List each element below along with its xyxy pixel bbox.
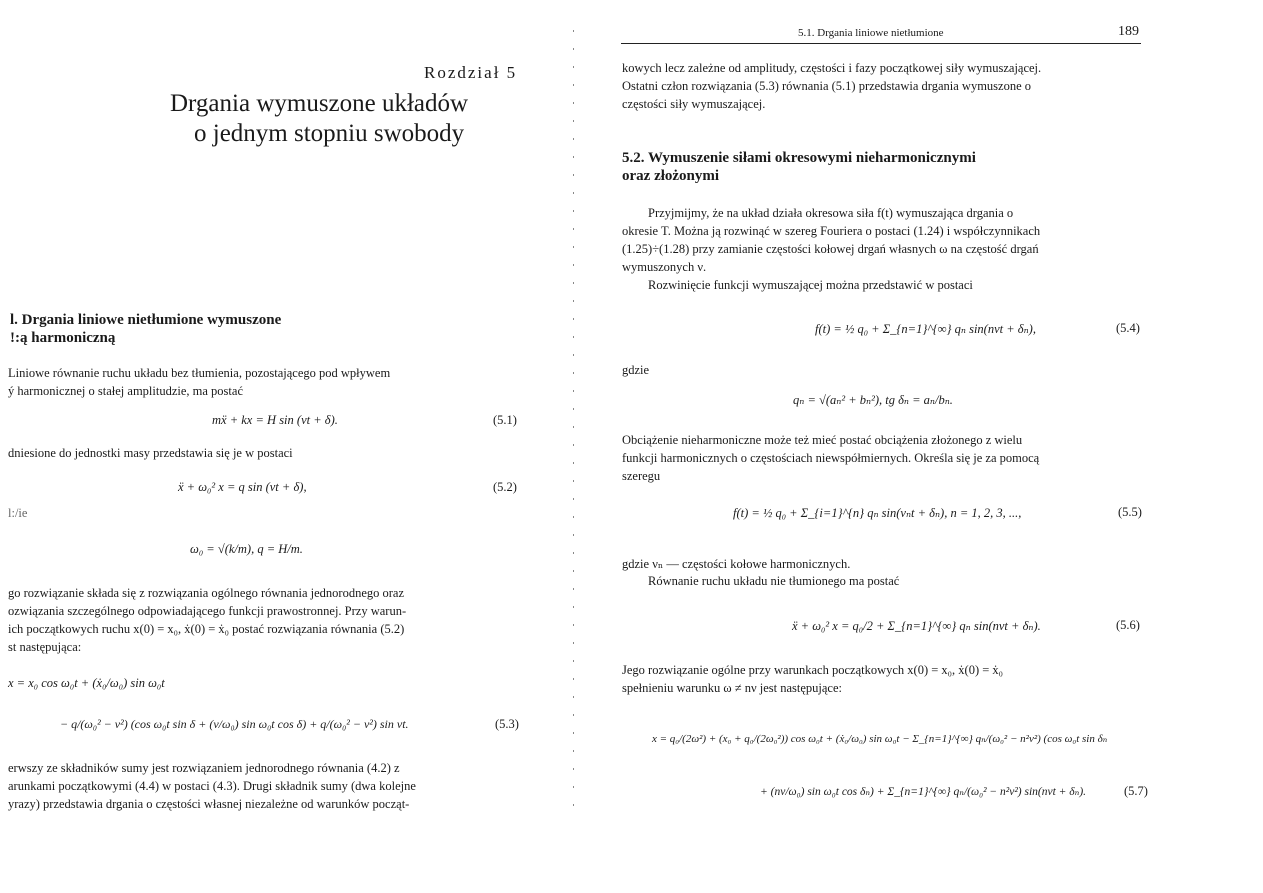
gdzie-label: l:/ie [8,506,28,520]
equation-5-7-line-2: + (nν/ω₀) sin ω₀t cos δₙ) + Σ_{n=1}^{∞} qₙ/(ω₀² − n²ν²) sin(nνt + δₙ). [760,786,1087,798]
paragraph-line: Jego rozwiązanie ogólne przy warunkach początkowych x(0) = x₀, ẋ(0) = ẋ₀ [622,663,1004,677]
section-heading-line-1: l. Drgania liniowe nietłumione wymuszone [10,312,282,328]
equation-number: (5.1) [493,413,517,427]
section-heading-line-1: 5.2. Wymuszenie siłami okresowymi nieharmonicznymi [622,150,976,166]
equation-number: (5.2) [493,480,517,494]
equation-5-4: f(t) = ½ q₀ + Σ_{n=1}^{∞} qₙ sin(nνt + δₙ), [815,322,1036,336]
equation-5-4-definitions: qₙ = √(aₙ² + bₙ²), tg δₙ = aₙ/bₙ. [793,393,953,407]
chapter-label: Rozdział 5 [424,63,518,82]
paragraph-line: dniesione do jednostki masy przedstawia się je w postaci [8,446,293,460]
equation-5-3-line-1: x = x₀ cos ω₀t + (ẋ₀/ω₀) sin ω₀t [8,676,165,690]
equation-5-6: ẍ + ω₀² x = q₀/2 + Σ_{n=1}^{∞} qₙ sin(nνt + δₙ). [792,619,1041,633]
paragraph-line: funkcji harmonicznych o częstościach niewspółmiernych. Określa się je za pomocą [622,451,1040,465]
chapter-title-line-2: o jednym stopniu swobody [194,120,465,147]
paragraph-line: ich początkowych ruchu x(0) = x₀, ẋ(0) = ẋ₀ postać rozwiązania równania (5.2) [8,622,405,636]
header-rule [621,43,1141,44]
equation-5-1: mẍ + kx = H sin (νt + δ). [212,413,338,427]
equation-number: (5.5) [1118,505,1142,519]
gutter-line [573,30,574,820]
paragraph-line: Ostatni człon rozwiązania (5.3) równania (5.1) przedstawia drgania wymuszone o [622,79,1031,93]
paragraph-line: okresie T. Można ją rozwinąć w szereg Fouriera o postaci (1.24) i współczynnikach [622,224,1041,238]
equation-number: (5.6) [1116,618,1140,632]
paragraph-line: arunkami początkowymi (4.4) w postaci (4.3). Drugi składnik sumy (dwa kolejne [8,779,416,793]
paragraph-line: (1.25)÷(1.28) przy zamianie częstości kołowej drgań własnych ω na częstość drgań [622,242,1039,256]
paragraph-line: gdzie νₙ — częstości kołowe harmonicznych. [622,557,851,571]
equation-number: (5.4) [1116,321,1140,335]
equation-5-5: f(t) = ½ q₀ + Σ_{i=1}^{n} qₙ sin(νₙt + δₙ), n = 1, 2, 3, ..., [733,506,1022,520]
paragraph-line: Przyjmijmy, że na układ działa okresowa siła f(t) wymuszająca drgania o [648,206,1014,220]
paragraph-line: częstości siły wymuszającej. [622,97,766,111]
paragraph-line: st następująca: [8,640,82,654]
paragraph-line: Równanie ruchu układu nie tłumionego ma postać [648,574,900,588]
paragraph-line: Liniowe równanie ruchu układu bez tłumienia, pozostającego pod wpływem [8,366,391,380]
equation-5-3-line-2: − q/(ω₀² − ν²) (cos ω₀t sin δ + (ν/ω₀) sin ω₀t cos δ) + q/(ω₀² − ν²) sin νt. [60,717,409,731]
equation-number: (5.7) [1124,784,1148,798]
paragraph-line: yrazy) przedstawia drgania o częstości własnej niezależne od warunków począt- [8,797,410,811]
chapter-title-line-1: Drgania wymuszone układów [170,90,469,117]
section-heading-line-2: oraz złożonymi [622,168,720,184]
equation-5-7-line-1: x = q₀/(2ω²) + (x₀ + q₀/(2ω₀²)) cos ω₀t + (ẋ₀/ω₀) sin ω₀t − Σ_{n=1}^{∞} qₙ/(ω₀² − n²ν²) (cos ω₀t sin δₙ [652,733,1108,745]
omega-definition: ω₀ = √(k/m), q = H/m. [190,542,303,556]
gdzie-label: gdzie [622,363,650,377]
paragraph-line: Rozwinięcie funkcji wymuszającej można przedstawić w postaci [648,278,973,292]
paragraph-line: erwszy ze składników sumy jest rozwiązaniem jednorodnego równania (4.2) z [8,761,400,775]
paragraph-line: wymuszonych ν. [622,260,707,274]
running-head: 5.1. Drgania liniowe nietłumione [798,27,944,39]
paragraph-line: ozwiązania szczególnego odpowiadającego funkcji prawostronnej. Przy warun- [8,604,407,618]
equation-number: (5.3) [495,717,519,731]
equation-5-2: ẍ + ω₀² x = q sin (νt + δ), [178,480,307,494]
paragraph-line: ý harmonicznej o stałej amplitudzie, ma postać [8,384,243,398]
paragraph-line: szeregu [622,469,661,483]
page-number: 189 [1118,24,1139,39]
section-heading-line-2: !:ą harmoniczną [10,330,116,346]
paragraph-line: spełnieniu warunku ω ≠ nν jest następujące: [622,681,842,695]
paragraph-line: Obciążenie nieharmoniczne może też mieć postać obciążenia złożonego z wielu [622,433,1023,447]
paragraph-line: kowych lecz zależne od amplitudy, częstości i fazy początkowej siły wymuszającej. [622,61,1042,75]
paragraph-line: go rozwiązanie składa się z rozwiązania ogólnego równania jednorodnego oraz [8,586,405,600]
